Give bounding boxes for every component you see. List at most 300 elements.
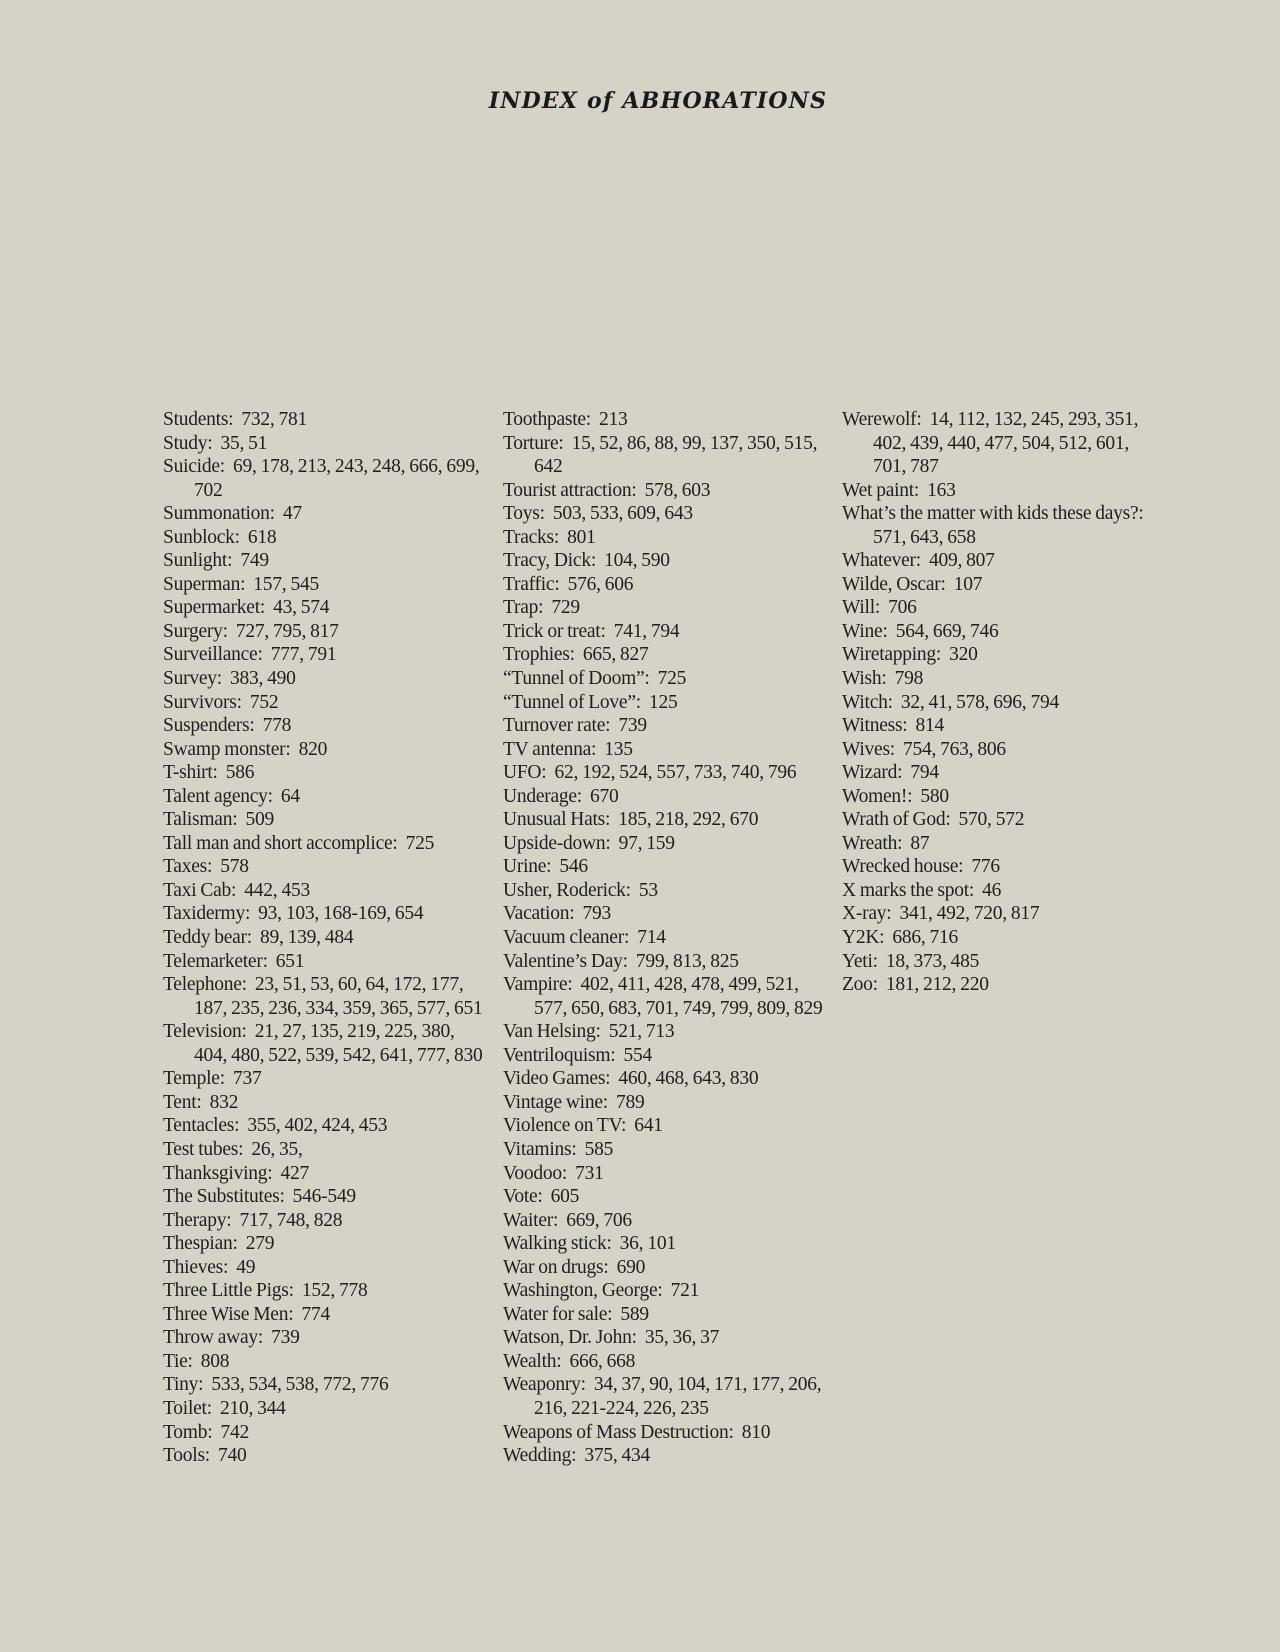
index-page-numbers: 43, 574 — [273, 597, 330, 619]
index-term: Weapons of Mass Destruction: — [503, 1421, 734, 1443]
index-entry — [503, 973, 823, 1020]
index-page-numbers: 47 — [282, 503, 302, 525]
index-entry — [163, 1397, 483, 1421]
index-page-numbers: 185, 218, 292, 670 — [618, 809, 759, 831]
index-page-numbers: 794 — [910, 762, 939, 784]
index-term: Wealth: — [503, 1350, 562, 1372]
index-entry — [503, 643, 823, 667]
index-page-numbers: 46 — [982, 879, 1002, 901]
index-page-numbers: 64 — [280, 785, 300, 807]
index-page-numbers: 26, 35, — [251, 1138, 303, 1160]
index-entry — [163, 1091, 483, 1115]
index-term: Wedding: — [503, 1445, 577, 1467]
index-entry — [163, 526, 483, 550]
index-entry — [503, 1091, 823, 1115]
index-entry — [842, 973, 1162, 997]
index-term: Superman: — [163, 573, 246, 595]
index-page-numbers: 341, 492, 720, 817 — [899, 903, 1040, 925]
index-page-numbers: 741, 794 — [613, 620, 680, 642]
index-page-numbers: 721 — [670, 1280, 700, 1302]
index-page-numbers: 754, 763, 806 — [903, 738, 1006, 760]
index-entry — [842, 549, 1162, 573]
index-entry — [503, 573, 823, 597]
index-page-numbers: 752 — [249, 691, 279, 713]
index-entry — [503, 950, 823, 974]
index-entry — [163, 902, 483, 926]
index-entry — [842, 738, 1162, 762]
index-page-numbers: 89, 139, 484 — [260, 927, 354, 949]
index-page-numbers: 580 — [920, 785, 949, 807]
index-entry — [163, 549, 483, 573]
index-page-numbers: 586 — [225, 762, 255, 784]
index-entry — [842, 855, 1162, 879]
index-entry — [503, 479, 823, 503]
index-term: Suicide: — [163, 456, 225, 478]
index-term: Voodoo: — [503, 1162, 567, 1184]
index-entry — [163, 573, 483, 597]
index-entry — [503, 502, 823, 526]
index-page-numbers: 578, 603 — [644, 479, 711, 501]
index-term: Wet paint: — [842, 479, 920, 501]
index-term: Study: — [163, 432, 213, 454]
index-entry — [163, 1326, 483, 1350]
index-page-numbers: 832 — [209, 1091, 239, 1113]
index-term: Survivors: — [163, 691, 242, 713]
index-entry — [503, 1138, 823, 1162]
index-page-numbers: 729 — [551, 597, 580, 619]
index-entry — [503, 714, 823, 738]
index-entry — [503, 526, 823, 550]
index-page-numbers: 427 — [280, 1162, 309, 1184]
index-page-numbers: 375, 434 — [584, 1445, 651, 1467]
index-term: Valentine’s Day: — [503, 950, 628, 972]
index-page-numbers: 107 — [953, 573, 983, 595]
index-entry — [503, 1162, 823, 1186]
index-page-numbers: 641 — [634, 1115, 663, 1137]
index-page-numbers: 163 — [927, 479, 956, 501]
index-term: Violence on TV: — [503, 1115, 627, 1137]
index-term: Werewolf: — [842, 409, 922, 430]
index-entry — [163, 1020, 483, 1067]
index-entry — [842, 808, 1162, 832]
index-term: Van Helsing: — [503, 1021, 601, 1043]
index-term: Trap: — [503, 597, 544, 619]
index-entry — [163, 455, 483, 502]
index-entry — [503, 738, 823, 762]
index-entry — [842, 408, 1162, 479]
index-term: Tools: — [163, 1445, 210, 1467]
index-page-numbers: 564, 669, 746 — [895, 620, 999, 642]
index-page-numbers: 509 — [245, 809, 274, 831]
index-entry — [842, 691, 1162, 715]
index-term: Toys: — [503, 503, 545, 525]
index-entry — [842, 502, 1162, 549]
index-term: Tracy, Dick: — [503, 550, 596, 572]
index-term: Three Little Pigs: — [163, 1280, 294, 1302]
index-entry — [503, 620, 823, 644]
index-page-numbers: 213 — [599, 409, 628, 430]
index-page-numbers: 35, 51 — [220, 432, 268, 454]
index-term: Three Wise Men: — [163, 1303, 294, 1325]
index-page-numbers: 749 — [240, 550, 269, 572]
index-term: Walking stick: — [503, 1233, 612, 1255]
index-page-numbers: 571, 643, 658 — [873, 526, 976, 548]
index-entry — [503, 1326, 823, 1350]
index-entry — [163, 950, 483, 974]
index-term: Telephone: — [163, 974, 247, 996]
index-entry — [163, 761, 483, 785]
index-entry — [503, 667, 823, 691]
index-term: Usher, Roderick: — [503, 879, 631, 901]
index-term: Vacuum cleaner: — [503, 927, 630, 949]
index-entry — [842, 573, 1162, 597]
index-term: Wilde, Oscar: — [842, 573, 946, 595]
index-term: Teddy bear: — [163, 927, 252, 949]
index-term: Talent agency: — [163, 785, 273, 807]
index-page-numbers: 104, 590 — [604, 550, 670, 572]
index-entry — [503, 1232, 823, 1256]
index-term: Wish: — [842, 668, 887, 690]
index-term: Vampire: — [503, 974, 573, 996]
index-term: Wizard: — [842, 762, 903, 784]
index-page-numbers: 279 — [245, 1233, 275, 1255]
index-page-numbers: 36, 101 — [619, 1233, 676, 1255]
index-page-numbers: 135 — [604, 738, 633, 760]
index-term: Wrecked house: — [842, 856, 964, 878]
index-page-numbers: 18, 373, 485 — [885, 950, 980, 972]
index-page-numbers: 62, 192, 524, 557, 733, 740, 796 — [554, 762, 797, 784]
index-page-numbers: 810 — [741, 1421, 771, 1443]
index-page-numbers: 778 — [262, 715, 292, 737]
index-entry — [503, 1067, 823, 1091]
index-page-numbers: 320 — [949, 644, 978, 666]
index-page-numbers: 651 — [275, 950, 305, 972]
title-part: ABHORATIONS — [613, 88, 828, 114]
index-term: Surveillance: — [163, 644, 263, 666]
index-page-numbers: 576, 606 — [567, 573, 634, 595]
index-entry — [842, 879, 1162, 903]
index-term: Talisman: — [163, 809, 238, 831]
index-page-numbers: 355, 402, 424, 453 — [247, 1115, 388, 1137]
index-entry — [503, 1114, 823, 1138]
index-entry — [163, 1350, 483, 1374]
index-entry — [842, 902, 1162, 926]
index-entry — [503, 1421, 823, 1445]
index-page-numbers: 670 — [590, 785, 619, 807]
index-page-numbers: 210, 344 — [219, 1397, 286, 1419]
index-entry — [163, 879, 483, 903]
index-page-numbers: 554 — [623, 1044, 652, 1066]
index-term: UFO: — [503, 762, 547, 784]
index-page-numbers: 742 — [220, 1421, 249, 1443]
index-term: Tomb: — [163, 1421, 213, 1443]
index-page-numbers: 665, 827 — [582, 644, 649, 666]
index-term: “Tunnel of Doom”: — [503, 668, 650, 690]
index-page-numbers: 776 — [971, 856, 1000, 878]
index-entry — [163, 1067, 483, 1091]
index-entry — [503, 808, 823, 832]
index-page-numbers: 157, 545 — [253, 573, 319, 595]
index-page-numbers: 32, 41, 578, 696, 794 — [900, 691, 1059, 713]
index-term: Will: — [842, 597, 881, 619]
index-term: Tiny: — [163, 1374, 204, 1396]
index-entry — [163, 1279, 483, 1303]
index-entry — [163, 643, 483, 667]
index-term: Tentacles: — [163, 1115, 240, 1137]
index-term: Vitamins: — [503, 1138, 577, 1160]
index-term: Tent: — [163, 1091, 202, 1113]
index-term: Water for sale: — [503, 1303, 613, 1325]
index-term: Supermarket: — [163, 597, 266, 619]
index-page-numbers: 605 — [550, 1186, 580, 1208]
index-term: Summonation: — [163, 503, 275, 525]
index-page-numbers: 125 — [648, 691, 678, 713]
index-entry — [842, 620, 1162, 644]
index-page-numbers: 409, 807 — [929, 550, 995, 572]
index-page-numbers: 774 — [301, 1303, 330, 1325]
index-page-numbers: 789 — [615, 1091, 645, 1113]
index-term: Taxidermy: — [163, 903, 251, 925]
index-entry — [842, 667, 1162, 691]
index-entry — [503, 1209, 823, 1233]
index-term: Waiter: — [503, 1209, 559, 1231]
index-term: Torture: — [503, 432, 564, 454]
index-page-numbers: 152, 778 — [301, 1280, 368, 1302]
index-page-numbers: 181, 212, 220 — [885, 974, 989, 996]
index-term: Taxes: — [163, 856, 213, 878]
index-term: Temple: — [163, 1068, 225, 1090]
index-entry — [163, 1114, 483, 1138]
index-entry — [503, 549, 823, 573]
index-entry — [163, 432, 483, 456]
index-entry — [503, 1444, 823, 1468]
index-page-numbers: 739 — [271, 1327, 300, 1349]
index-entry — [842, 596, 1162, 620]
index-term: Witch: — [842, 691, 893, 713]
index-term: Video Games: — [503, 1068, 611, 1090]
index-term: Wrath of God: — [842, 809, 951, 831]
index-term: TV antenna: — [503, 738, 597, 760]
index-term: Tie: — [163, 1350, 193, 1372]
index-page-numbers: 799, 813, 825 — [635, 950, 739, 972]
index-page-numbers: 589 — [620, 1303, 649, 1325]
index-column-2 — [503, 408, 823, 1468]
index-page-numbers: 732, 781 — [241, 409, 308, 430]
index-entry — [842, 785, 1162, 809]
index-page-numbers: 717, 748, 828 — [239, 1209, 343, 1231]
index-entry — [503, 761, 823, 785]
index-term: Surgery: — [163, 620, 228, 642]
index-page-numbers: 53 — [638, 879, 658, 901]
index-term: Women!: — [842, 785, 913, 807]
index-entry — [163, 714, 483, 738]
index-page-numbers: 618 — [247, 526, 277, 548]
index-page-numbers: 731 — [575, 1162, 604, 1184]
index-term: Throw away: — [163, 1327, 264, 1349]
index-entry — [842, 950, 1162, 974]
index-page-numbers: 93, 103, 168-169, 654 — [258, 903, 424, 925]
index-term: Thespian: — [163, 1233, 238, 1255]
index-entry — [503, 1256, 823, 1280]
index-term: Underage: — [503, 785, 582, 807]
title-part: INDEX — [488, 88, 587, 114]
index-entry — [503, 691, 823, 715]
index-entry — [163, 1373, 483, 1397]
index-entry — [163, 1209, 483, 1233]
index-term: Wine: — [842, 620, 888, 642]
index-page-numbers: 87 — [910, 832, 930, 854]
index-page-numbers: 686, 716 — [892, 927, 959, 949]
index-page-numbers: 14, 112, 132, 245, 293, 351, 402, 439, 440, 477, 504, 512, 601, 701, 787 — [873, 409, 1139, 478]
index-page-numbers: 533, 534, 538, 772, 776 — [211, 1374, 389, 1396]
index-term: Turnover rate: — [503, 715, 611, 737]
index-entry — [842, 479, 1162, 503]
index-page-numbers: 666, 668 — [569, 1350, 636, 1372]
index-page-numbers: 737 — [232, 1068, 262, 1090]
index-page-numbers: 442, 453 — [244, 879, 310, 901]
index-page-numbers: 23, 51, 53, 60, 64, 172, 177, 187, 235, 236, 334, 359, 365, 577, 651 — [194, 974, 483, 1019]
index-page-numbers: 578 — [220, 856, 249, 878]
index-term: Therapy: — [163, 1209, 232, 1231]
index-page-numbers: 739 — [618, 715, 647, 737]
index-page-numbers: 725 — [405, 832, 435, 854]
index-term: What’s the matter with kids these days?: — [842, 503, 1144, 525]
index-term: Weaponry: — [503, 1374, 586, 1396]
index-term: X marks the spot: — [842, 879, 975, 901]
index-entry — [503, 855, 823, 879]
index-entry — [163, 1303, 483, 1327]
index-entry — [503, 785, 823, 809]
index-entry — [842, 926, 1162, 950]
index-entry — [503, 1373, 823, 1420]
index-entry — [163, 408, 483, 432]
index-term: Traffic: — [503, 573, 560, 595]
index-term: “Tunnel of Love”: — [503, 691, 641, 713]
index-page-numbers: 808 — [200, 1350, 230, 1372]
index-term: The Substitutes: — [163, 1186, 285, 1208]
index-term: Students: — [163, 409, 234, 430]
index-term: Test tubes: — [163, 1138, 244, 1160]
index-entry — [163, 785, 483, 809]
index-page-numbers: 669, 706 — [566, 1209, 632, 1231]
index-term: Vote: — [503, 1186, 543, 1208]
index-page-numbers: 814 — [915, 715, 945, 737]
index-entry — [503, 879, 823, 903]
index-entry — [503, 1020, 823, 1044]
index-term: Wiretapping: — [842, 644, 942, 666]
index-page-numbers: 725 — [657, 668, 687, 690]
index-entry — [163, 691, 483, 715]
index-term: Toothpaste: — [503, 409, 591, 430]
index-page-numbers: 21, 27, 135, 219, 225, 380, 404, 480, 522, 539, 542, 641, 777, 830 — [194, 1021, 483, 1066]
index-term: Washington, George: — [503, 1280, 663, 1302]
index-term: Upside-down: — [503, 832, 611, 854]
index-page-numbers: 690 — [616, 1256, 646, 1278]
index-page-numbers: 585 — [584, 1138, 614, 1160]
index-page-numbers: 793 — [582, 903, 611, 925]
index-entry — [503, 596, 823, 620]
index-term: T-shirt: — [163, 762, 218, 784]
index-page-numbers: 740 — [218, 1445, 247, 1467]
index-term: Wives: — [842, 738, 895, 760]
title-connector: of — [586, 88, 614, 114]
index-entry — [163, 973, 483, 1020]
index-entry — [163, 808, 483, 832]
index-entry — [503, 1303, 823, 1327]
index-entry — [163, 832, 483, 856]
index-page-numbers: 35, 36, 37 — [644, 1327, 720, 1349]
index-entry — [163, 1138, 483, 1162]
index-entry — [163, 1256, 483, 1280]
index-entry — [163, 502, 483, 526]
index-entry — [503, 1350, 823, 1374]
index-term: Whatever: — [842, 550, 921, 572]
index-entry — [503, 832, 823, 856]
index-term: Taxi Cab: — [163, 879, 237, 901]
index-term: Trick or treat: — [503, 620, 606, 642]
index-entry — [503, 432, 823, 479]
index-term: Zoo: — [842, 974, 878, 996]
index-term: X-ray: — [842, 903, 892, 925]
index-page-numbers: 15, 52, 86, 88, 99, 137, 350, 515, 642 — [534, 432, 818, 478]
index-page-numbers: 49 — [236, 1256, 256, 1278]
index-term: Tracks: — [503, 526, 560, 548]
index-term: Survey: — [163, 668, 222, 690]
index-entry — [163, 738, 483, 762]
index-page-numbers: 706 — [888, 597, 917, 619]
index-page-numbers: 97, 159 — [618, 832, 675, 854]
index-entry — [842, 761, 1162, 785]
index-page-numbers: 777, 791 — [270, 644, 337, 666]
index-page-numbers: 69, 178, 213, 243, 248, 666, 699, 702 — [194, 456, 480, 501]
index-page-numbers: 727, 795, 817 — [235, 620, 339, 642]
index-term: Sunlight: — [163, 550, 233, 572]
index-entry — [842, 643, 1162, 667]
index-page-numbers: 801 — [567, 526, 596, 548]
index-page-numbers: 714 — [637, 927, 666, 949]
index-entry — [842, 714, 1162, 738]
index-term: Ventriloquism: — [503, 1044, 616, 1066]
index-term: Unusual Hats: — [503, 809, 611, 831]
index-entry — [503, 408, 823, 432]
index-entry — [163, 1421, 483, 1445]
index-term: Thieves: — [163, 1256, 229, 1278]
index-term: Suspenders: — [163, 715, 255, 737]
index-entry — [503, 1044, 823, 1068]
index-term: Tall man and short accomplice: — [163, 832, 398, 854]
index-entry — [842, 832, 1162, 856]
index-entry — [503, 1279, 823, 1303]
index-entry — [503, 926, 823, 950]
index-page-numbers: 503, 533, 609, 643 — [552, 503, 693, 525]
index-page-numbers: 546-549 — [292, 1186, 356, 1208]
index-page-numbers: 820 — [298, 738, 328, 760]
index-term: Witness: — [842, 715, 908, 737]
index-term: Toilet: — [163, 1397, 212, 1419]
index-page-numbers: 402, 411, 428, 478, 499, 521, 577, 650, 683, 701, 749, 799, 809, 829 — [534, 974, 823, 1019]
index-term: Vacation: — [503, 903, 575, 925]
index-entry — [163, 667, 483, 691]
page-title — [0, 88, 1280, 114]
index-page-numbers: 34, 37, 90, 104, 171, 177, 206, 216, 221-224, 226, 235 — [534, 1374, 822, 1419]
index-page-numbers: 798 — [894, 668, 924, 690]
index-entry — [163, 1162, 483, 1186]
index-page-numbers: 521, 713 — [608, 1021, 675, 1043]
index-term: Swamp monster: — [163, 738, 291, 760]
index-entry — [163, 1444, 483, 1468]
index-term: Thanksgiving: — [163, 1162, 273, 1184]
index-term: Trophies: — [503, 644, 575, 666]
